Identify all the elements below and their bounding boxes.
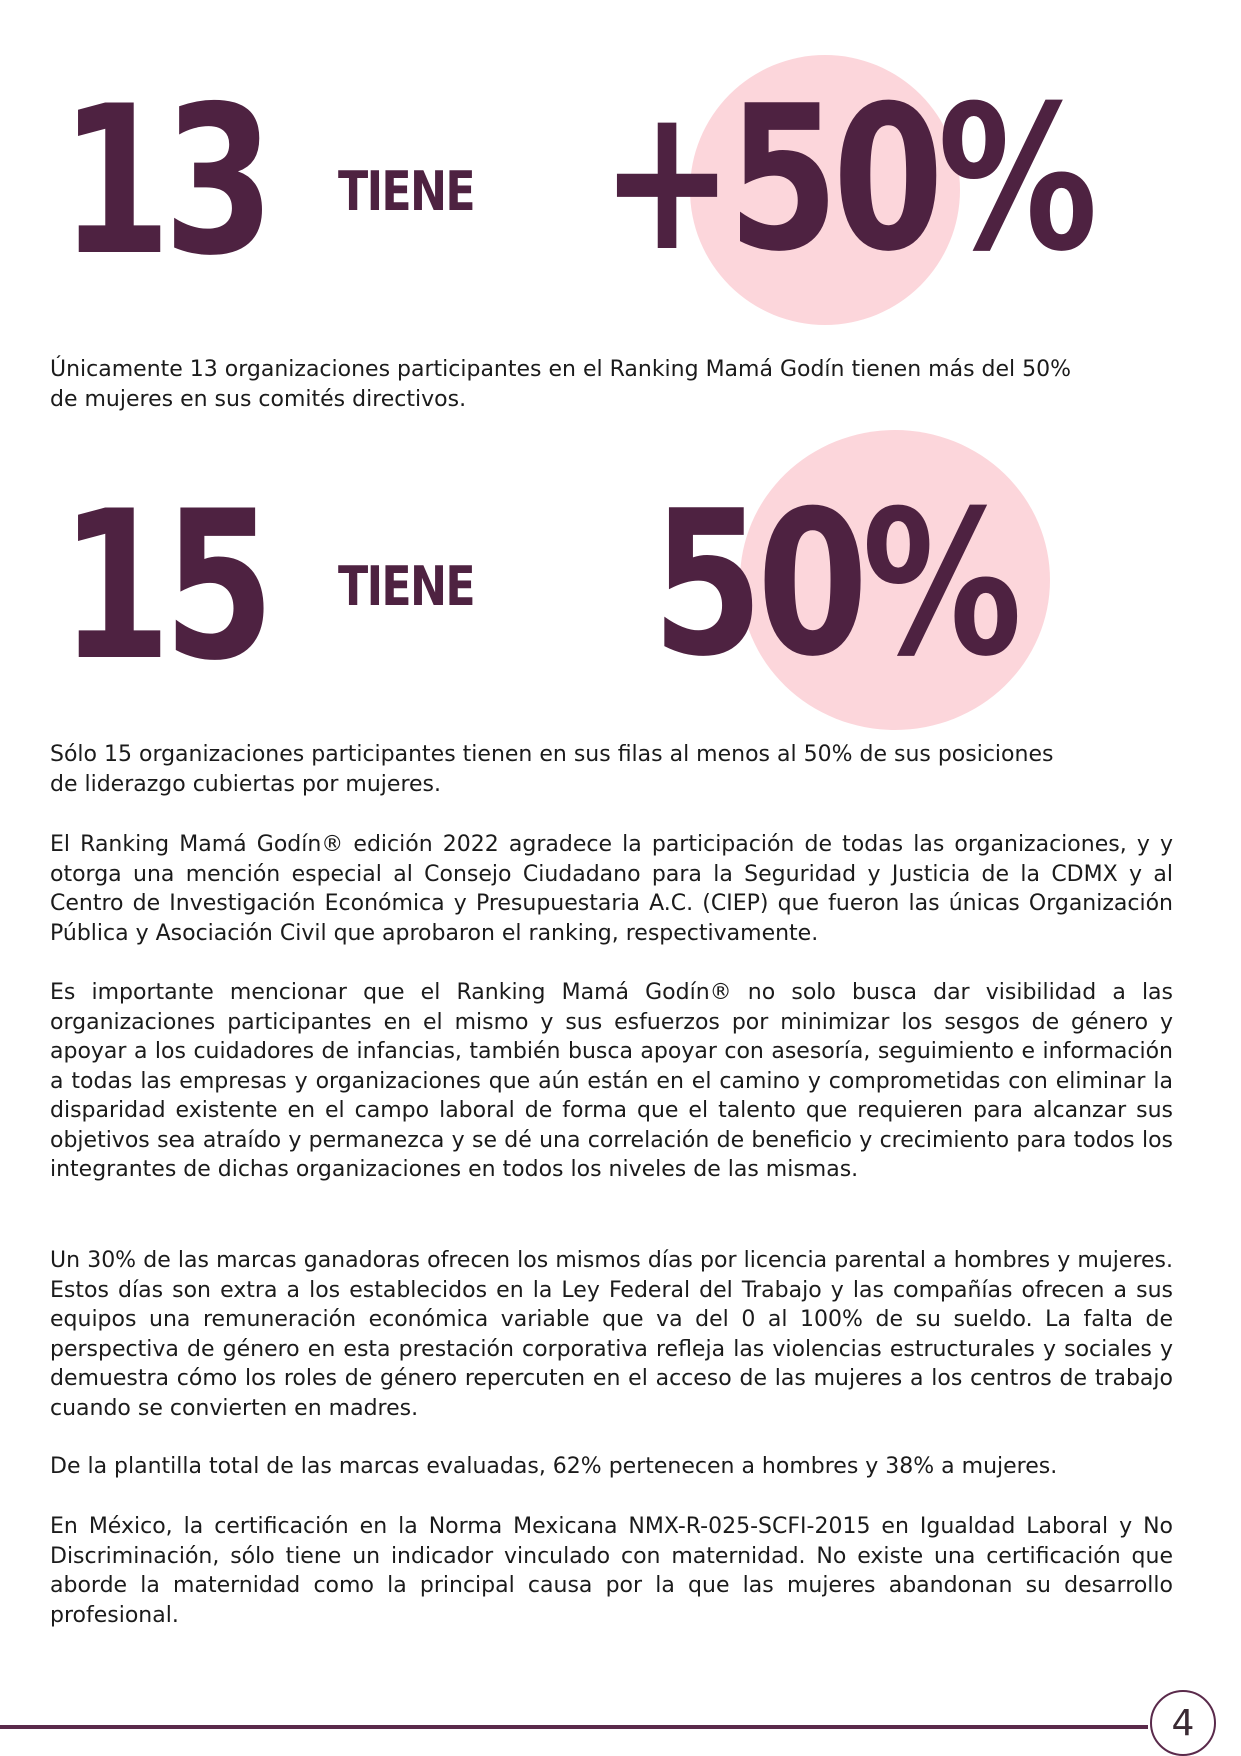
paragraph-certification: En México, la certificación en la Norma Mexicana NMX-R-025-SCFI-2015 en Igualdad Laboral y No Discriminación, sólo tiene un indicador vinculado con maternidad. No existe una certificación que aborde la maternidad como la principal causa por la que las mujeres abandonan su desarrollo profesional. xyxy=(50,1514,1173,1628)
stat-2-description-line-2: de liderazgo cubiertas por mujeres. xyxy=(50,771,442,797)
stat-1-percent: +50% xyxy=(600,63,1092,296)
stat-2-description-line-1: Sólo 15 organizaciones participantes tienen en sus filas al menos al 50% de sus posiciones xyxy=(50,742,1054,767)
stat-1-number: 13 xyxy=(60,63,267,301)
paragraph-acknowledgement: El Ranking Mamá Godín® edición 2022 agradece la participación de todas las organizaciones, y y otorga una mención especial al Consejo Ciudadano para la Seguridad y Justicia de la CDMX y al Centro de Investigación Económica y Presupuestaria A.C. (CIEP) que fueron las únicas Organización Pública y Asociación Civil que aprobaron el ranking, respectivamente. xyxy=(50,832,1173,946)
stat-1-description-line-1: Únicamente 13 organizaciones participantes en el Ranking Mamá Godín tienen más del 50% xyxy=(50,357,1072,382)
stat-1-description xyxy=(50,355,1173,414)
stat-2-number: 15 xyxy=(60,468,267,706)
stat-block-2 xyxy=(0,420,1241,706)
stat-2-percent: 50% xyxy=(652,468,1016,701)
page-number: 4 xyxy=(1171,1702,1195,1744)
stat-block-1 xyxy=(0,40,1241,300)
paragraph-ranking-purpose: Es importante mencionar que el Ranking Mamá Godín® no solo busca dar visibilidad a las organizaciones participantes en el mismo y sus esfuerzos por minimizar los sesgos de género y apoyar a los cuidadores de infancias, también busca apoyar con asesoría, seguimiento e información a todas las empresas y organizaciones que aún están en el camino y comprometidas con eliminar la disparidad existente en el campo laboral de forma que el talento que requieren para alcanzar sus objetivos sea atraído y permanezca y se dé una correlación de beneficio y crecimiento para todos los integrantes de dichas organizaciones en todos los niveles de las mismas. xyxy=(50,980,1173,1182)
paragraph-workforce-split: De la plantilla total de las marcas evaluadas, 62% pertenecen a hombres y 38% a mujeres. xyxy=(50,1454,1058,1479)
stat-2-description xyxy=(50,740,1173,799)
page-number-badge xyxy=(1150,1690,1216,1756)
stat-1-description-line-2: de mujeres en sus comités directivos. xyxy=(50,386,467,412)
paragraph-parental-leave: Un 30% de las marcas ganadoras ofrecen los mismos días por licencia parental a hombres y mujeres. Estos días son extra a los establecidos en la Ley Federal del Trabajo y las compañías ofrecen a sus equipos una remuneración económica variable que va del 0 al 100% de su sueldo. La falta de perspectiva de género en esta prestación corporativa refleja las violencias estructurales y sociales y demuestra cómo los roles de género repercuten en el acceso de las mujeres a los centros de trabajo cuando se convierten en madres. xyxy=(50,1248,1173,1421)
stat-2-connector: TIENE xyxy=(338,555,475,618)
stat-1-connector: TIENE xyxy=(338,160,475,223)
footer-rule xyxy=(0,1725,1148,1729)
